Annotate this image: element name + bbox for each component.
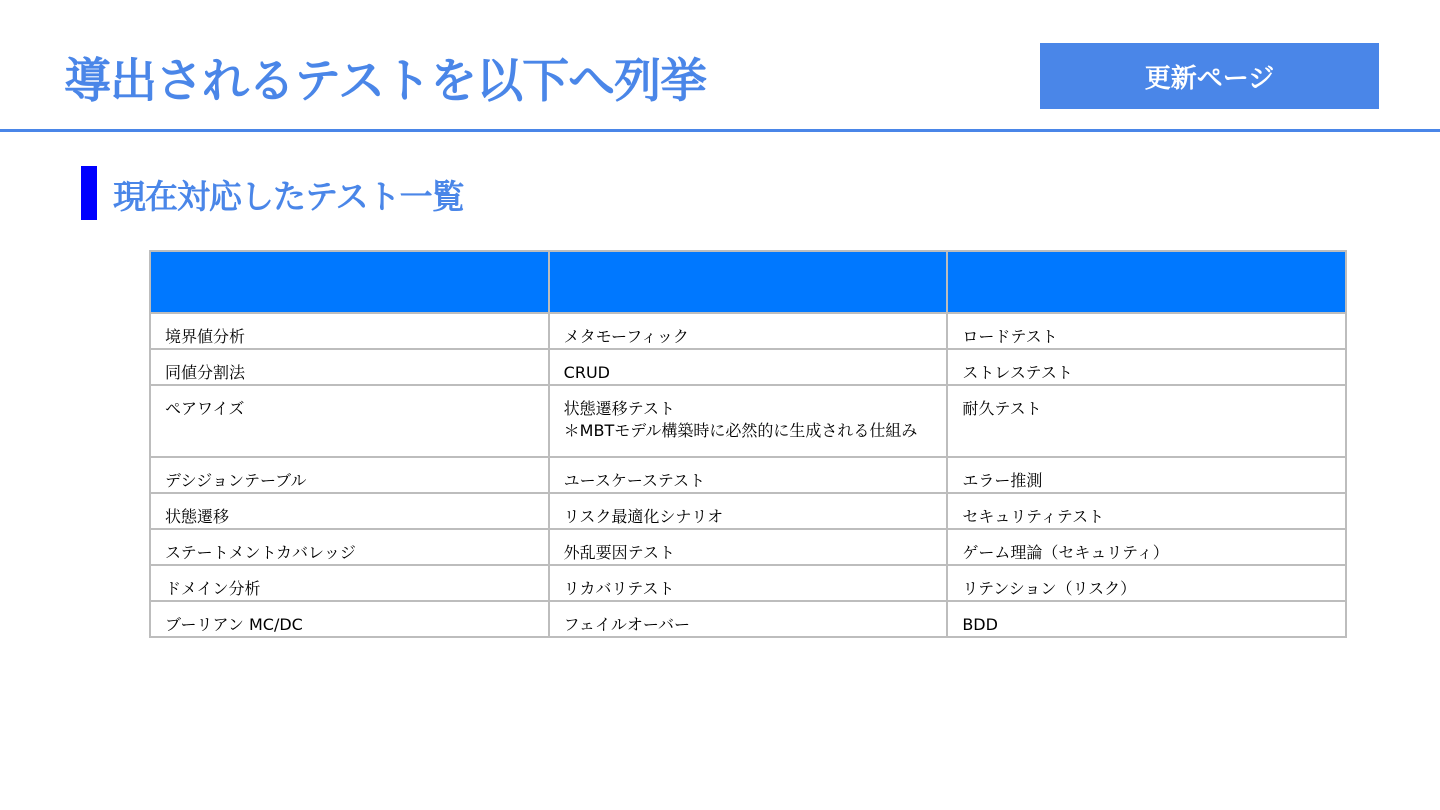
table-cell: ペアワイズ	[150, 385, 549, 457]
table-header-cell	[947, 251, 1346, 313]
table-cell: リテンション（リスク）	[947, 565, 1346, 601]
table-cell: リカバリテスト	[549, 565, 948, 601]
update-page-button[interactable]: 更新ページ	[1040, 43, 1379, 109]
section-marker	[81, 166, 97, 220]
page-title: 導出されるテストを以下へ列挙	[64, 54, 707, 109]
table-cell: ユースケーステスト	[549, 457, 948, 493]
table-row	[150, 493, 1346, 529]
table-cell-with-note	[549, 385, 948, 457]
table-cell: BDD	[947, 601, 1346, 637]
table-cell: 境界値分析	[150, 313, 549, 349]
table-cell: エラー推測	[947, 457, 1346, 493]
cell-note-text: ＊MBTモデル構築時に必然的に生成される仕組み	[563, 421, 918, 440]
table-header-cell	[150, 251, 549, 313]
table-row	[150, 601, 1346, 637]
table-cell: セキュリティテスト	[947, 493, 1346, 529]
table-cell: フェイルオーバー	[549, 601, 948, 637]
table-cell: 耐久テスト	[947, 385, 1346, 457]
table-cell: CRUD	[549, 349, 948, 385]
table-cell: ステートメントカバレッジ	[150, 529, 549, 565]
table-cell: デシジョンテーブル	[150, 457, 549, 493]
test-list-table-container	[149, 250, 1347, 638]
table-cell: ドメイン分析	[150, 565, 549, 601]
header-divider	[0, 129, 1440, 132]
table-row	[150, 529, 1346, 565]
table-cell: ブーリアン MC/DC	[150, 601, 549, 637]
table-header-row	[150, 251, 1346, 313]
table-cell: ゲーム理論（セキュリティ）	[947, 529, 1346, 565]
cell-main-text: 状態遷移テスト	[563, 399, 676, 418]
table-header-cell	[549, 251, 948, 313]
table-row	[150, 349, 1346, 385]
table-row	[150, 457, 1346, 493]
table-cell: 外乱要因テスト	[549, 529, 948, 565]
table-row	[150, 313, 1346, 349]
section-title: 現在対応したテスト一覧	[113, 177, 464, 216]
table-cell: 同値分割法	[150, 349, 549, 385]
table-cell: メタモーフィック	[549, 313, 948, 349]
table-cell: リスク最適化シナリオ	[549, 493, 948, 529]
table-cell: ストレステスト	[947, 349, 1346, 385]
test-list-table	[149, 250, 1347, 638]
table-cell: 状態遷移	[150, 493, 549, 529]
table-row	[150, 385, 1346, 457]
table-row	[150, 565, 1346, 601]
table-cell: ロードテスト	[947, 313, 1346, 349]
